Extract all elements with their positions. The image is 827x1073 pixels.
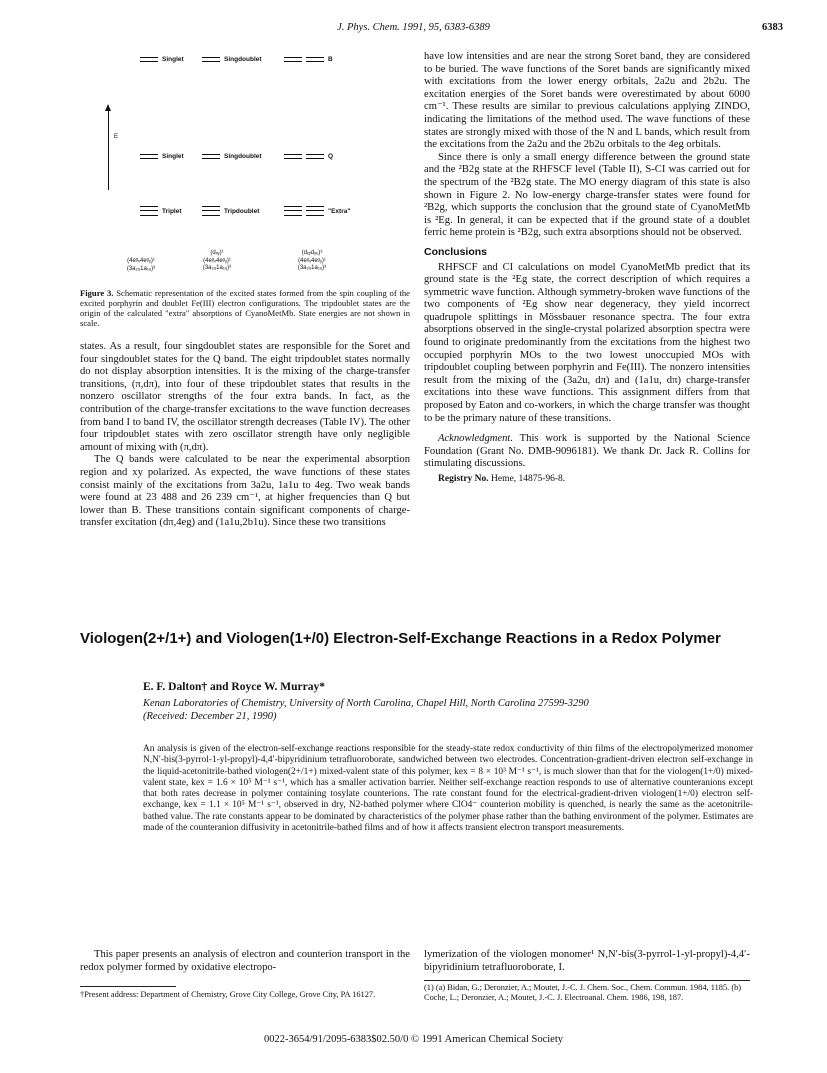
article-title: Viologen(2+/1+) and Viologen(1+/0) Electron-Self-Exchange Reactions in a Redox Polymer	[80, 630, 721, 647]
conclusions-heading: Conclusions	[424, 245, 488, 258]
registry-label: Registry No.	[438, 474, 489, 484]
registry-line	[424, 473, 750, 486]
configuration-extra: (dₓᵧdᵧᵤ)³ (4eᵍₓ4eᵍᵧ)¹ (3a₂ᵤ1a₁ᵤ)³	[297, 250, 327, 271]
acknowledgment-label: Acknowledgment.	[438, 433, 514, 445]
page-number: 6383	[762, 22, 783, 33]
acknowledgment	[424, 433, 750, 471]
figure-3-energy-diagram	[96, 46, 406, 282]
level-tripdoublet: Tripdoublet	[202, 206, 259, 216]
caption-label: Figure 3.	[80, 288, 114, 298]
intro-right-column	[424, 949, 750, 974]
level-q: Q	[284, 153, 333, 160]
received-date: (Received: December 21, 1990)	[143, 711, 277, 722]
affiliation-line: Kenan Laboratories of Chemistry, University of North Carolina, Chapel Hill, North Carolina 27599-3290	[143, 698, 589, 709]
page-footer: 0022-3654/91/2095-6383$02.50/0 © 1991 American Chemical Society	[263, 1034, 564, 1045]
article-authors: E. F. Dalton† and Royce W. Murray*	[143, 681, 325, 693]
paragraph: Since there is only a small energy difference between the ground state and the ²B2g state at the RHFSCF level (Table II), S-CI was carried out for the spectrum of the ²B2g state. The MO energy diagram of this state is also shown in Figure 2. No low-energy charge-transfer states were found for ²B2g, which supports the conclusion that the ground state of CyanoMetMb is ²Eg. In general, it can be expected that if the ground state of a doublet ferric heme protein is ²B2g, such extra absorptions should not be observed.	[424, 151, 750, 239]
footnote-author-address: †Present address: Department of Chemistry, Grove City College, Grove City, PA 16127.	[80, 990, 376, 999]
figure-caption	[80, 288, 410, 328]
paragraph: states. As a result, four singdoublet states are responsible for the Soret and four singdoublet states for the Q band. The eight tripdoublet states normally do not display absorption intensities. It is the mixing of the charge-transfer transitions, (π,dπ), into four of these tripdoublet states that results in the nonzero oscillator strengths of the four extra bands. In fact, as the contribution of the charge-transfer excitations to the wave function decreases from band I to band IV, the oscillator strength decreases (Table IV). The other four tripdoublet states with zero oscillator strength have only negligible amount of mixing with (π,dπ).	[80, 341, 410, 453]
intro-left-column	[80, 949, 410, 974]
left-column-text	[80, 341, 410, 530]
level-singlet-b: Singlet	[140, 56, 184, 63]
level-singdoublet-b: Singdoublet	[202, 56, 262, 63]
paragraph: This paper presents an analysis of electron and counterion transport in the redox polymer formed by oxidative electropo-	[80, 949, 410, 973]
level-extra: "Extra"	[284, 206, 350, 216]
right-column-text	[424, 51, 750, 486]
configuration-singdoublet: (dₓᵧ)¹ (4eᵍₓ4eᵍᵧ)¹ (3a₂ᵤ1a₁ᵤ)³	[202, 250, 232, 271]
registry-text: Heme, 14875-96-8.	[491, 474, 566, 484]
running-header	[0, 22, 827, 38]
footnote-rule	[80, 986, 176, 987]
level-triplet: Triplet	[140, 206, 182, 216]
journal-citation: J. Phys. Chem. 1991, 95, 6383-6389	[337, 22, 490, 33]
paragraph: The Q bands were calculated to be near the experimental absorption region and xy polarized. As expected, the wave functions of these states consist mainly of the excitations from 3a2u, 1a1u to 4eg. Two weak bands were found at 23 488 and 26 239 cm⁻¹, at higher frequencies than Q but lower than B. These transitions contain significant components of charge-transfer excitation (dπ,4eg) and (1a1u,2b1u). Since these two transitions	[80, 454, 410, 529]
acknowledgment-text: This work is supported by the National Science Foundation (Grant No. DMB-9096181). We thank Dr. Jack R. Collins for stimulating discussions.	[424, 433, 750, 470]
level-b: B	[284, 56, 333, 63]
paragraph: have low intensities and are near the strong Soret band, they are considered to be buried. The wave functions of the Soret bands are significantly mixed with excitations from the lower energy orbitals, 2a2u and 2b2u. The excitation energies of the Soret bands were overestimated by about 6000 cm⁻¹. These results are similar to previous calculations applying ZINDO, indicating the limitations of the method used. The wave functions of these states are strongly mixed with those of the N and L bands, which result from the excitations from the 2a2u and the 2b2u orbitals to the 4eg orbitals.	[424, 51, 750, 151]
article-abstract: An analysis is given of the electron-self-exchange reactions responsible for the steady-state redox conductivity of thin films of the electropolymerized monomer N,N′-bis(3-pyrrol-1-yl-propyl)-4,4′-bipyridinium tetrafluoroborate, sandwiched between two electrodes. Concentration-gradient-driven electron self-exchange in the liquid-acetonitrile-bathed viologen(2+/1+) mixed-valent state of this polymer, kex = 8 × 10³ M⁻¹ s⁻¹, is much slower than that for the viologen(1+/0) mixed-valent state, kex = 1.6 × 10⁵ M⁻¹ s⁻¹, which has a smaller activation barrier. Neither self-exchange reaction responds to use of alternative counteranions except that both rates decrease in polymer containing tosylate counterions. The rate constant found for the electrical-gradient-driven viologen(1+/0) electron self-exchange, kex = 1.1 × 10⁵ M⁻¹ s⁻¹, observed in dry, N2-bathed polymer where ClO4⁻ counterion mobility is quenched, is nearly the same as the acetonitrile-bathed value. The rate constants appear to be dominated by characteristics of the polymer phase rather than the bathing environment of the polymer. Estimates are made of the counteranion diffusivity in acetonitrile-bathed films and of how it affects transient electron transport measurements.	[143, 744, 753, 834]
energy-axis	[108, 110, 109, 190]
article-affiliation	[143, 697, 589, 723]
footnote-rule	[424, 980, 750, 981]
caption-text: Schematic representation of the excited states formed from the spin coupling of the excited porphyrin and doublet Fe(III) electron configurations. The tripdoublet states are the origin of the calculated "extra" absorptions of CyanoMetMb. State energies are not shown in scale.	[80, 288, 411, 328]
level-singlet-q: Singlet	[140, 153, 184, 160]
level-singdoublet-q: Singdoublet	[202, 153, 262, 160]
energy-axis-label: E	[114, 134, 119, 140]
paragraph: lymerization of the viologen monomer¹ N,N′-bis(3-pyrrol-1-yl-propyl)-4,4′-bipyridinium tetrafluoroborate, I.	[424, 949, 750, 973]
conclusions-paragraph: RHFSCF and CI calculations on model CyanoMetMb predict that its ground state is the ²Eg state, the correct description of which requires a symmetric wave function. Although symmetry-broken wave functions of the two components of ²Eg show near degeneracy, they yield incorrect quadrupole splittings in Mössbauer resonance spectra. The four extra absorptions observed in the single-crystal polarized absorption spectra were found to originate predominantly from the excitations from the highest two occupied porphyrin MOs to the two lowest unoccupied MOs with tripdoublet coupling between porphyrin and Fe(III). The nonzero intensities result from the mixing of the (3a2u, dπ) and (1a1u, dπ) charge-transfer excitations into these wave functions. This assignment differs from that proposed by Eaton and co-workers, in which the charge transfer was thought to be the primary nature of these transitions.	[424, 261, 750, 424]
footnote-reference-1: (1) (a) Bidan, G.; Deronzier, A.; Moutet, J.-C. J. Chem. Soc., Chem. Commun. 1984, 1185. (b) Coche, L.; Deronzier, A.; Moutet, J.-C. J. Electroanal. Chem. 1986, 198, 187.	[424, 983, 742, 1002]
configuration-porphyrin: (4eᵍₓ4eᵍᵧ)¹ (3a₂ᵤ1a₁ᵤ)³	[126, 258, 156, 272]
